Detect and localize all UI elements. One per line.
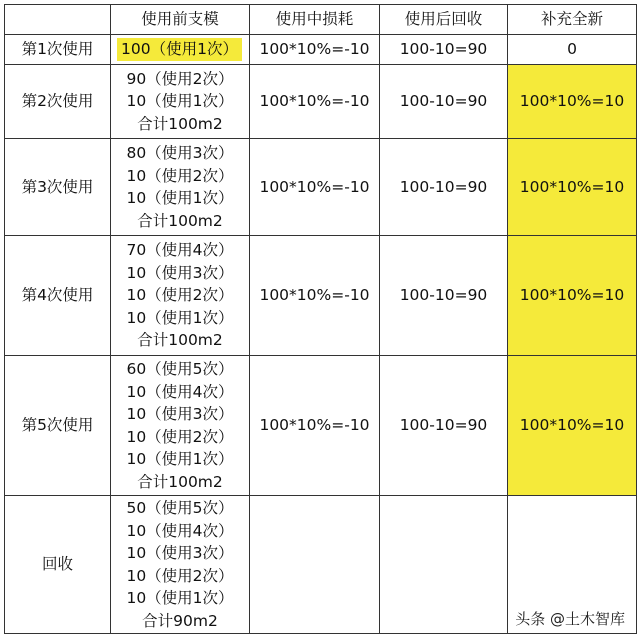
before-use-line: 10（使用4次） <box>126 382 234 401</box>
row-label: 第1次使用 <box>5 35 111 65</box>
before-use-line: 10（使用3次） <box>126 263 234 282</box>
before-use-cell <box>111 65 250 139</box>
row-label: 回收 <box>5 496 111 634</box>
before-use-line: 10（使用1次） <box>126 450 234 468</box>
before-use-line: 90（使用2次） <box>126 69 234 88</box>
before-use-cell <box>111 236 250 356</box>
recycle-cell <box>380 496 508 634</box>
before-use-line: 10（使用1次） <box>126 189 234 207</box>
before-use-line: 10（使用4次） <box>126 521 234 540</box>
loss-cell: 100*10%=-10 <box>250 236 380 356</box>
row-label: 第2次使用 <box>5 65 111 139</box>
header-new-supplement: 补充全新 <box>508 5 637 35</box>
table-row <box>5 65 637 139</box>
before-use-line: 10（使用3次） <box>126 544 234 562</box>
header-recycle-after-use: 使用后回收 <box>380 5 508 35</box>
before-use-line: 10（使用1次） <box>126 92 234 111</box>
header-row <box>5 5 637 35</box>
before-use-line: 60（使用5次） <box>126 360 234 378</box>
before-use-line: 10（使用1次） <box>126 308 234 327</box>
recycle-cell: 100-10=90 <box>380 139 508 236</box>
before-use-cell <box>111 35 250 65</box>
before-use-line: 50（使用5次） <box>126 499 234 517</box>
new-cell: 100*10%=10 <box>508 65 637 139</box>
table-row <box>5 236 637 356</box>
before-use-cell <box>111 496 250 634</box>
loss-cell: 100*10%=-10 <box>250 65 380 139</box>
before-use-total: 合计100m2 <box>137 211 223 230</box>
loss-cell: 100*10%=-10 <box>250 139 380 236</box>
new-cell: 100*10%=10 <box>508 139 637 236</box>
row-label: 第3次使用 <box>5 139 111 236</box>
new-cell: 100*10%=10 <box>508 236 637 356</box>
table-row <box>5 139 637 236</box>
recycle-cell: 100-10=90 <box>380 35 508 65</box>
before-use-total: 合计100m2 <box>137 472 223 491</box>
header-loss-during-use: 使用中损耗 <box>250 5 380 35</box>
new-cell: 0 <box>508 35 637 65</box>
table-row <box>5 35 637 65</box>
recycle-cell: 100-10=90 <box>380 356 508 496</box>
before-use-line: 10（使用2次） <box>126 166 234 185</box>
before-use-line: 80（使用3次） <box>126 144 234 162</box>
before-use-total: 合计90m2 <box>142 611 218 630</box>
loss-cell: 100*10%=-10 <box>250 35 380 65</box>
before-use-line: 10（使用2次） <box>126 286 234 305</box>
before-use-cell <box>111 139 250 236</box>
recycle-cell: 100-10=90 <box>380 65 508 139</box>
before-use-total: 合计100m2 <box>137 114 223 133</box>
header-before-use: 使用前支模 <box>111 5 250 35</box>
before-use-line: 70（使用4次） <box>126 241 234 260</box>
loss-cell: 100*10%=-10 <box>250 356 380 496</box>
table-row <box>5 356 637 496</box>
formwork-usage-table <box>4 4 637 634</box>
row-label: 第5次使用 <box>5 356 111 496</box>
before-use-line: 10（使用2次） <box>126 566 234 585</box>
before-use-line: 100（使用1次） <box>117 38 242 61</box>
loss-cell <box>250 496 380 634</box>
before-use-line: 10（使用3次） <box>126 405 234 423</box>
before-use-line: 10（使用1次） <box>126 589 234 607</box>
before-use-cell <box>111 356 250 496</box>
recycle-cell: 100-10=90 <box>380 236 508 356</box>
before-use-total: 合计100m2 <box>137 331 223 350</box>
row-label: 第4次使用 <box>5 236 111 356</box>
new-cell: 100*10%=10 <box>508 356 637 496</box>
header-corner <box>5 5 111 35</box>
watermark: 头条 @土木智库 <box>512 607 628 630</box>
before-use-line: 10（使用2次） <box>126 427 234 446</box>
